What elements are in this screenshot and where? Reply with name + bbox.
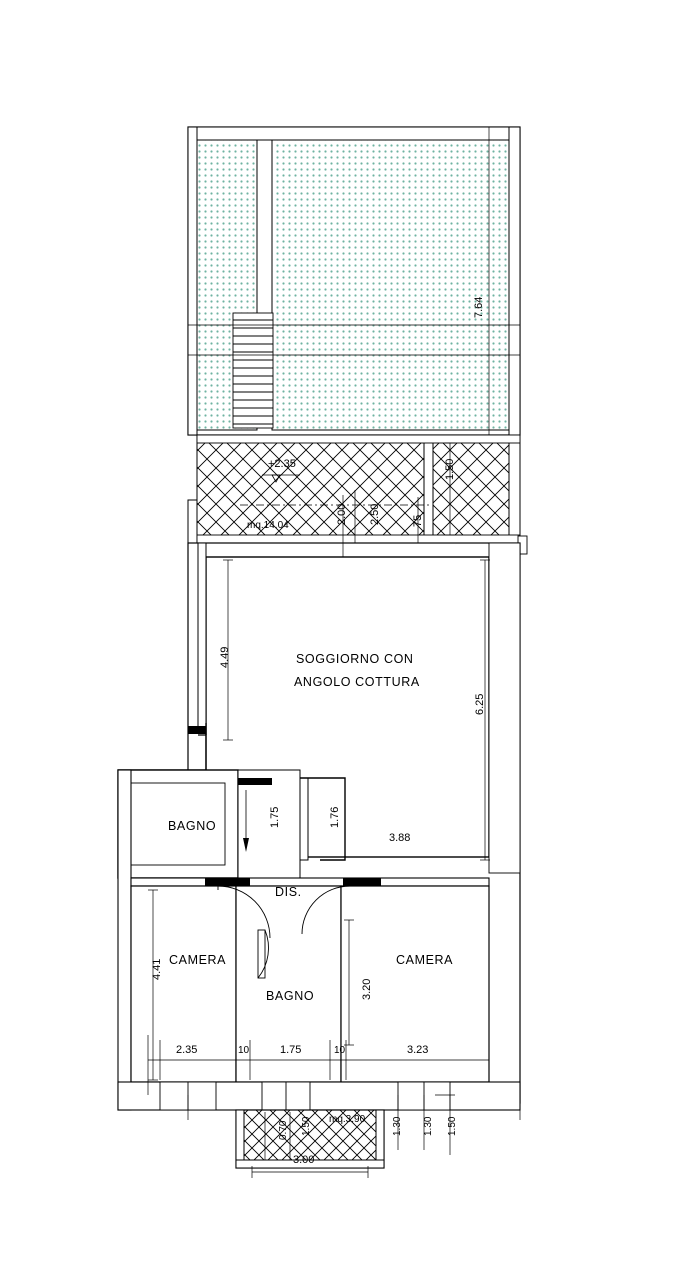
dimension-3-20: 3.20 — [361, 978, 373, 1000]
dimension-0-75: 75 — [412, 514, 424, 527]
dimension-7-64: 7.64 — [473, 296, 485, 318]
room-label-bagno-2: BAGNO — [266, 989, 315, 1003]
area-label-balcone: mq.3.90 — [329, 1114, 366, 1125]
dimension-4-41: 4.41 — [151, 958, 163, 980]
room-label-camera-2: CAMERA — [396, 953, 454, 967]
dimension-3-88: 3.88 — [389, 832, 411, 844]
dimension-1-30-b: 1.30 — [423, 1116, 434, 1136]
dimension-2-35: 2.35 — [176, 1044, 198, 1056]
dimension-3-00: 3.00 — [293, 1154, 315, 1166]
dimension-2-50: 2.50 — [369, 503, 381, 525]
dimension-10-a: 10 — [238, 1045, 250, 1056]
dimension-1-75-bagno: 1.75 — [269, 806, 281, 828]
dimension-1-30-a: 1.30 — [392, 1116, 403, 1136]
room-label-bagno-1: BAGNO — [168, 819, 217, 833]
dimension-3-23: 3.23 — [407, 1044, 429, 1056]
dimension-1-75-bottom: 1.75 — [280, 1044, 302, 1056]
level-label-terrazzo: +2.35 — [268, 458, 296, 470]
dimension-10-b: 10 — [334, 1045, 346, 1056]
dimension-4-49: 4.49 — [219, 646, 231, 668]
area-label-terrazzo: mq.14.04 — [247, 520, 289, 531]
dimension-1-50-right: 1.50 — [447, 1116, 458, 1136]
room-label-camera-1: CAMERA — [169, 953, 227, 967]
room-label-soggiorno-line1: SOGGIORNO CON — [296, 652, 414, 666]
room-label-dis: DIS. — [275, 885, 302, 899]
dimension-1-50-terrazzo: 1.50 — [444, 458, 456, 480]
dimension-0-70: 0.70 — [278, 1120, 289, 1140]
upper-terrace-block — [188, 127, 520, 435]
dimension-1-50-balcone: 1.50 — [301, 1116, 312, 1136]
room-label-soggiorno-line2: ANGOLO COTTURA — [294, 675, 420, 689]
dimension-1-76: 1.76 — [329, 806, 341, 828]
dimension-2-00: 2.00 — [336, 503, 348, 525]
dimension-6-25: 6.25 — [474, 693, 486, 715]
